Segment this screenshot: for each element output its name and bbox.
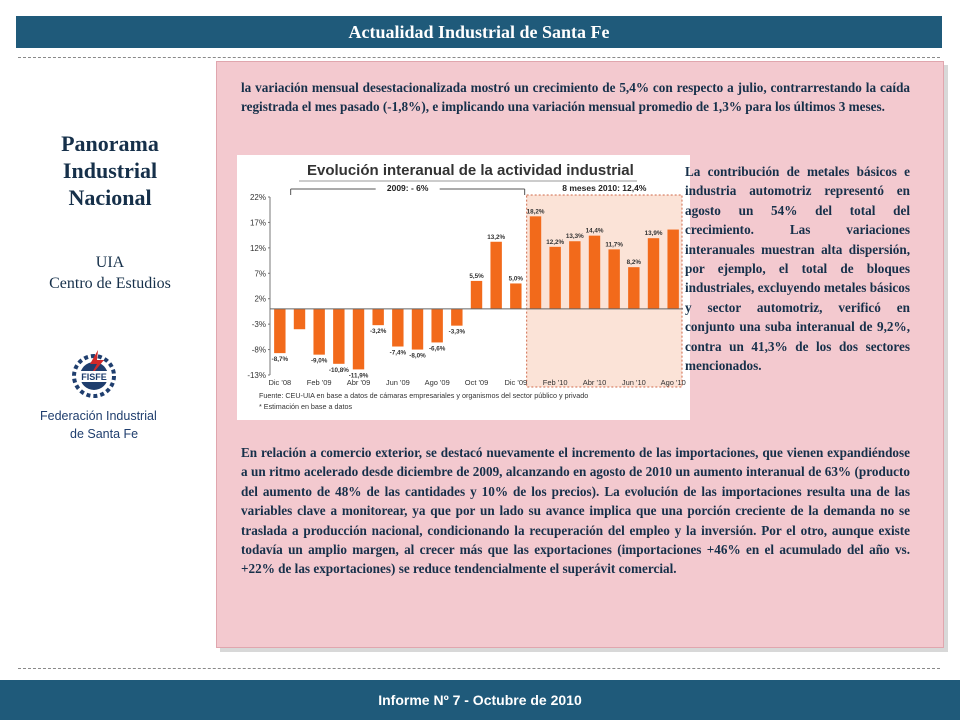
bar-value-label: 12,2% (546, 238, 565, 246)
y-tick-label: 12% (249, 243, 266, 253)
chart-note: * Estimación en base a datos (259, 402, 353, 411)
x-tick-label: Ago '09 (424, 378, 450, 387)
x-tick-label: Feb '09 (306, 378, 332, 387)
bar (471, 281, 482, 309)
bottom-divider (18, 668, 940, 669)
bar (431, 309, 442, 343)
bar (392, 309, 403, 347)
bar-value-label: -8,0% (409, 352, 426, 360)
y-tick-label: 17% (249, 218, 266, 228)
bar-value-label: 8,2% (626, 259, 642, 267)
logo-badge: FISFE (81, 372, 107, 382)
bar-value-label: 13,9% (644, 230, 663, 238)
bar-value-label: 5,5% (469, 272, 484, 280)
y-tick-label: -3% (251, 320, 266, 330)
x-tick-label: Ago '10 (660, 378, 686, 387)
chart-title: Evolución interanual de la actividad industrial (307, 162, 634, 179)
bar (372, 309, 383, 325)
bar (648, 238, 659, 309)
bar (589, 236, 600, 309)
footer-bar (0, 680, 960, 720)
footer-text: Informe Nº 7 - Octubre de 2010 (378, 692, 582, 708)
bar-value-label: -3,2% (369, 328, 387, 336)
top-divider (18, 57, 940, 58)
group-label: 2009: - 6% (386, 183, 429, 193)
bar-value-label: 13,2% (487, 233, 506, 241)
section-title-line: Nacional (68, 185, 152, 210)
dept-name: Centro de Estudios (49, 275, 171, 292)
x-tick-label: Oct '09 (464, 378, 489, 387)
bar (294, 309, 305, 329)
bar-value-label: -8,7% (271, 356, 289, 364)
bar (530, 216, 541, 309)
fisfe-logo (38, 348, 188, 448)
paragraph-3: En relación a comercio exterior, se destacó nuevamente el incremento de las importaciones, que vienen expandiéndose a un ritmo acelerado desde diciembre de 2009, alcanzando en agosto de 2010 un aumento interanual de 63% (producto del aumento de 48% de las cantidades y 10% de los precios). La evolución de las importaciones resulta una de las variables clave a monitorear, ya que por un lado su avance implica que una porción creciente de la demanda no se traslada a producción nacional, condicionando la recuperación del empleo y la inversión. Por el otro, aunque existe todavía un amplio margen, al crecer más que las exportaciones (importaciones +46% en el acumulado del año vs. +22% de las exportaciones) se reduce tendencialmente el superávit comercial. (241, 445, 910, 577)
bar-value-label: 11,7% (605, 241, 623, 249)
x-tick-label: Dic '08 (268, 378, 292, 387)
bar-value-label: -10,8% (328, 366, 349, 374)
y-tick-label: -13% (247, 371, 266, 380)
bar (333, 309, 344, 364)
bar-value-label: -11,9% (348, 372, 369, 380)
header-bar (16, 16, 942, 48)
bar (549, 247, 560, 309)
x-tick-label: Abr '10 (582, 378, 607, 387)
y-tick-label: -8% (251, 345, 266, 355)
bar-value-label: 14,4% (585, 227, 604, 235)
x-tick-label: Dic '09 (504, 378, 528, 387)
group-label: 8 meses 2010: 12,4% (562, 183, 647, 193)
y-tick-label: 2% (254, 294, 266, 304)
org-name: UIA (95, 254, 125, 271)
bar (313, 309, 324, 355)
x-tick-label: Feb '10 (542, 378, 568, 387)
x-tick-label: Jun '09 (385, 378, 410, 387)
bar-value-label: -6,6% (428, 345, 446, 353)
chart-source: Fuente: CEU-UIA en base a datos de cámaras empresariales y organismos del sector público y privado (259, 391, 589, 400)
paragraph-2: La contribución de metales básicos e industria automotriz representó en agosto un 54% del total del crecimiento. Las variaciones interanuales muestran alta dispersión, por ejemplo, el total de bloques industriales, excluyendo metales básicos y sector automotriz, verificó en conjunto una suba interanual de 9,2%, contra un 41,3% de los dos sectores mencionados. (685, 164, 910, 374)
bar-value-label: -9,0% (310, 357, 328, 365)
y-tick-label: 7% (254, 269, 266, 279)
bar (490, 242, 501, 309)
bar (628, 267, 639, 309)
x-tick-label: Jun '10 (621, 378, 646, 387)
bar-value-label: -3,3% (448, 328, 466, 336)
header-title: Actualidad Industrial de Santa Fe (348, 22, 610, 42)
bar (667, 230, 678, 309)
bar (510, 283, 521, 308)
bar-value-label: 13,3% (565, 233, 584, 241)
bar (353, 309, 364, 370)
bar (274, 309, 285, 353)
y-tick-label: 22% (249, 193, 266, 202)
bar-value-label: 5,0% (508, 275, 524, 283)
section-title-line: Panorama (61, 131, 159, 156)
section-title-line: Industrial (62, 158, 158, 183)
bar-value-label: -7,4% (389, 349, 407, 357)
logo-line-2: de Santa Fe (70, 427, 139, 441)
x-tick-label: Abr '09 (346, 378, 371, 387)
paragraph-1: la variación mensual desestacionalizada mostró un crecimiento de 5,4% con respecto a julio, contrarrestando la caída registrada el mes pasado (-1,8%), e implicando una variación mensual promedio de 1,3% para los últimos 3 meses. (241, 80, 910, 115)
bar (608, 249, 619, 309)
activity-chart (237, 155, 690, 420)
bar (569, 241, 580, 309)
bar (451, 309, 462, 326)
chart-container (237, 155, 690, 420)
bar (412, 309, 423, 350)
logo-line-1: Federación Industrial (40, 409, 157, 423)
bar-value-label: 18,2% (526, 208, 545, 216)
section-title (16, 130, 204, 211)
